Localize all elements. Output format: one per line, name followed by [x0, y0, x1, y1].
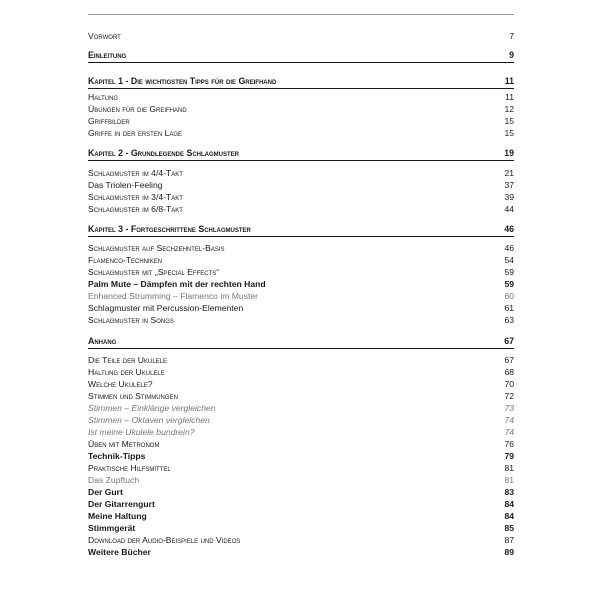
toc-entry[interactable] — [88, 522, 514, 534]
toc-entry-title: Griffe in der ersten Lage — [88, 128, 183, 138]
toc-entry[interactable] — [88, 179, 514, 191]
toc-entry-page: 44 — [504, 204, 514, 214]
toc-entry-title: Schlagmuster mit Percussion-Elementen — [88, 303, 244, 313]
toc-entry-page: 89 — [504, 547, 514, 557]
toc-entry-page: 15 — [504, 116, 514, 126]
toc-heading-kapitel-1[interactable] — [88, 76, 514, 89]
toc-entry[interactable] — [88, 366, 514, 378]
toc-heading-anhang[interactable] — [88, 336, 514, 349]
toc-entry-page: 84 — [504, 511, 514, 521]
toc-entry[interactable] — [88, 474, 514, 486]
toc-entry[interactable] — [88, 426, 514, 438]
toc-heading-page: 19 — [504, 148, 514, 158]
toc-entry-title: Schlagmuster in Songs — [88, 315, 174, 325]
toc-entry-title: Schlagmuster im 4/4-Takt — [88, 168, 183, 178]
toc-entry-title: Haltung der Ukulele — [88, 367, 165, 377]
toc-entry-title: Die Teile der Ukulele — [88, 355, 168, 365]
toc-entry[interactable] — [88, 203, 514, 215]
toc-entry-title: Schlagmuster auf Sechzehntel-Basis — [88, 243, 225, 253]
toc-entry[interactable] — [88, 378, 514, 390]
toc-entry-page: 61 — [504, 303, 514, 313]
toc-entry[interactable] — [88, 103, 514, 115]
toc-entry-page: 84 — [504, 499, 514, 509]
toc-entry[interactable] — [88, 402, 514, 414]
toc-entry[interactable] — [88, 546, 514, 558]
toc-entry-title: Palm Mute – Dämpfen mit der rechten Hand — [88, 279, 266, 289]
toc-entry[interactable] — [88, 290, 514, 302]
toc-entry-title: Der Gurt — [88, 487, 123, 497]
toc-entry-title: Download der Audio-Beispiele und Videos — [88, 535, 241, 545]
toc-entry-title: Griffbilder — [88, 116, 130, 126]
toc-entry-page: 73 — [504, 403, 514, 413]
toc-entry-page: 81 — [504, 475, 514, 485]
toc-entry[interactable] — [88, 266, 514, 278]
toc-entry[interactable] — [88, 314, 514, 326]
toc-entry[interactable] — [88, 462, 514, 474]
toc-heading-title: Kapitel 1 - Die wichtigsten Tipps für die Greifhand — [88, 76, 277, 86]
toc-entry[interactable] — [88, 414, 514, 426]
toc-entry[interactable] — [88, 438, 514, 450]
toc-heading-title: Einleitung — [88, 50, 127, 60]
toc-entry-page: 59 — [504, 279, 514, 289]
toc-heading-page: 67 — [504, 336, 514, 346]
toc-entry-title: Stimmgerät — [88, 523, 136, 533]
toc-entry-page: 21 — [504, 168, 514, 178]
toc-entry-title: Technik-Tipps — [88, 451, 146, 461]
toc-entry-page: 63 — [504, 315, 514, 325]
toc-entry[interactable] — [88, 450, 514, 462]
toc-entry-title: Vorwort — [88, 31, 121, 41]
toc-entry-title: Ist meine Ukulele bundrein? — [88, 427, 195, 437]
toc-heading-einleitung[interactable] — [88, 50, 514, 63]
toc-entry[interactable] — [88, 302, 514, 314]
toc-entry-title: Haltung — [88, 92, 119, 102]
toc-entry-title: Üben mit Metronom — [88, 439, 160, 449]
toc-entry-page: 7 — [509, 31, 514, 41]
toc-entry[interactable] — [88, 167, 514, 179]
toc-entry-page: 72 — [504, 391, 514, 401]
toc-entry-title: Enhanced Strumming – Flamenco im Muster — [88, 291, 259, 301]
toc-entry-page: 79 — [504, 451, 514, 461]
toc-entry-page: 68 — [504, 367, 514, 377]
toc-entry[interactable] — [88, 91, 514, 103]
toc-entry[interactable] — [88, 254, 514, 266]
toc-entry-title: Das Triolen-Feeling — [88, 180, 163, 190]
toc-entry-page: 11 — [505, 92, 514, 102]
toc-heading-page: 9 — [509, 50, 514, 60]
toc-entry-title: Meine Haltung — [88, 511, 147, 521]
toc-entry-page: 54 — [504, 255, 514, 265]
toc-entry-title: Stimmen – Einklänge vergleichen — [88, 403, 216, 413]
toc-entry-page: 85 — [504, 523, 514, 533]
toc-entry-title: Stimmen und Stimmungen — [88, 391, 178, 401]
toc-entry-page: 70 — [504, 379, 514, 389]
toc-heading-title: Anhang — [88, 336, 117, 346]
toc-entry-page: 12 — [504, 104, 514, 114]
toc-entry[interactable] — [88, 278, 514, 290]
toc-entry-title: Das Zupftuch — [88, 475, 140, 485]
toc-entry[interactable] — [88, 115, 514, 127]
toc-entry[interactable] — [88, 534, 514, 546]
toc-entry-page: 39 — [504, 192, 514, 202]
toc-entry-title: Weitere Bücher — [88, 547, 151, 557]
toc-entry-title: Übungen für die Greifhand — [88, 104, 187, 114]
toc-entry-page: 87 — [504, 535, 514, 545]
toc-entry-title: Praktische Hilfsmittel — [88, 463, 171, 473]
toc-entry-title: Welche Ukulele? — [88, 379, 153, 389]
toc-entry[interactable] — [88, 242, 514, 254]
toc-entry-page: 67 — [504, 355, 514, 365]
toc-entry[interactable] — [88, 354, 514, 366]
toc-entry-page: 74 — [504, 427, 514, 437]
toc-heading-title: Kapitel 2 - Grundlegende Schlagmuster — [88, 148, 239, 158]
toc-heading-kapitel-3[interactable] — [88, 224, 514, 237]
toc-entry-page: 81 — [504, 463, 514, 473]
toc-entry-page: 76 — [504, 439, 514, 449]
toc-entry-title: Stimmen – Oktaven vergleichen — [88, 415, 210, 425]
toc-heading-kapitel-2[interactable] — [88, 148, 514, 161]
toc-entry-page: 46 — [504, 243, 514, 253]
toc-entry-title: Schlagmuster im 6/8-Takt — [88, 204, 183, 214]
toc-entry[interactable] — [88, 191, 514, 203]
toc-entry-title: Der Gitarrengurt — [88, 499, 155, 509]
toc-entry[interactable] — [88, 127, 514, 139]
toc-entry-title: Flamenco-Techniken — [88, 255, 163, 265]
toc-entry-vorwort[interactable] — [88, 30, 514, 42]
toc-entry[interactable] — [88, 510, 514, 522]
toc-entry-title: Schlagmuster im 3/4-Takt — [88, 192, 183, 202]
toc-entry-page: 83 — [504, 487, 514, 497]
table-of-contents — [88, 0, 514, 600]
toc-entry-page: 37 — [504, 180, 514, 190]
toc-entry-page: 74 — [504, 415, 514, 425]
toc-heading-page: 46 — [504, 224, 514, 234]
toc-entry[interactable] — [88, 498, 514, 510]
toc-heading-title: Kapitel 3 - Fortgeschrittene Schlagmuster — [88, 224, 251, 234]
toc-entry-page: 60 — [504, 291, 514, 301]
toc-entry-page: 15 — [504, 128, 514, 138]
toc-entry-page: 59 — [504, 267, 514, 277]
toc-entry-title: Schlagmuster mit „Special Effects“ — [88, 267, 220, 277]
toc-entry[interactable] — [88, 390, 514, 402]
toc-entry[interactable] — [88, 486, 514, 498]
toc-heading-page: 11 — [504, 76, 514, 86]
